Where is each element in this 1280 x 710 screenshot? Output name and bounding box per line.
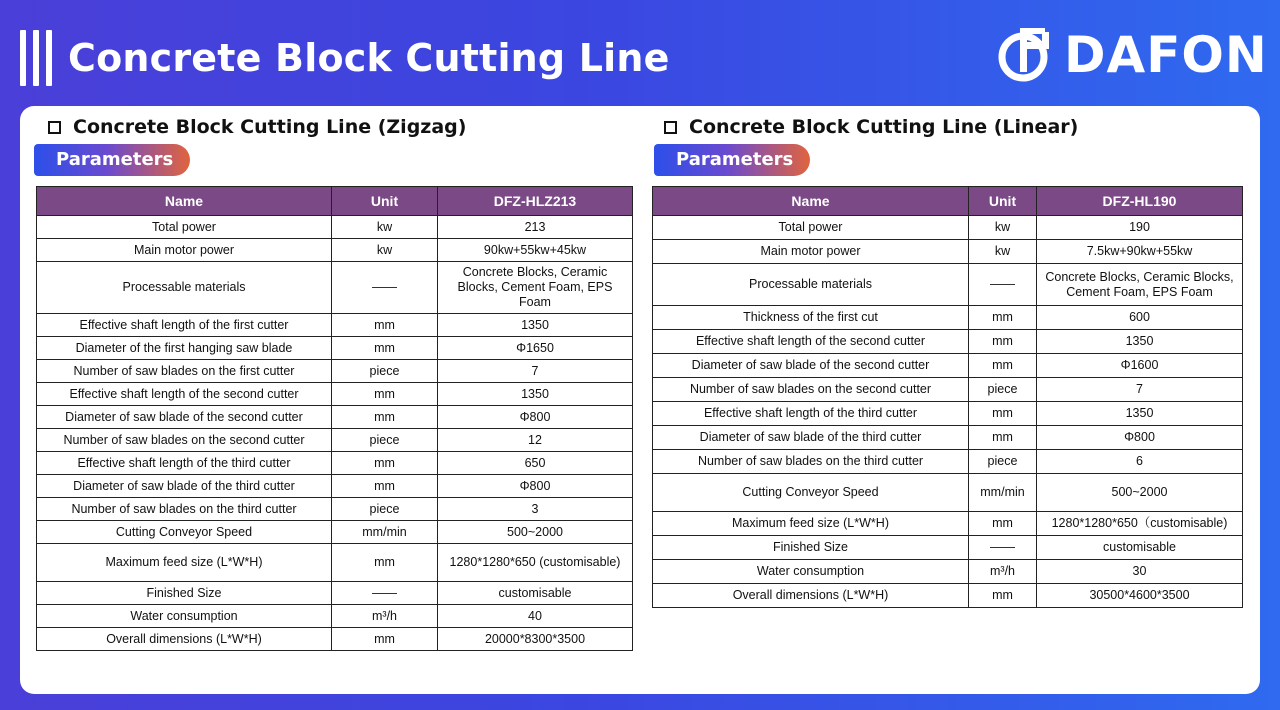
column-header-name: Name xyxy=(37,187,332,216)
cell-value: Φ800 xyxy=(438,406,633,429)
table-row xyxy=(37,360,633,383)
cell-name: Maximum feed size (L*W*H) xyxy=(37,544,332,582)
cell-name: Finished Size xyxy=(653,536,969,560)
square-bullet-icon xyxy=(664,121,677,134)
cell-unit: mm xyxy=(969,584,1037,608)
cell-unit: mm xyxy=(969,426,1037,450)
cell-value: Φ800 xyxy=(1037,426,1243,450)
cell-name: Number of saw blades on the third cutter xyxy=(653,450,969,474)
table-row xyxy=(37,216,633,239)
table-header-row xyxy=(37,187,633,216)
cell-name: Diameter of saw blade of the second cutter xyxy=(653,354,969,378)
cell-unit: —— xyxy=(332,582,438,605)
table-row xyxy=(37,239,633,262)
cell-value: 1350 xyxy=(1037,402,1243,426)
table-row xyxy=(653,306,1243,330)
cell-value: 30500*4600*3500 xyxy=(1037,584,1243,608)
section-heading-linear xyxy=(664,116,1078,138)
cell-name: Overall dimensions (L*W*H) xyxy=(37,628,332,651)
column-header-model: DFZ-HL190 xyxy=(1037,187,1243,216)
cell-name: Processable materials xyxy=(37,262,332,314)
table-row xyxy=(653,560,1243,584)
cell-value: 20000*8300*3500 xyxy=(438,628,633,651)
cell-unit: piece xyxy=(969,378,1037,402)
logo-text: DAFON xyxy=(1064,26,1268,84)
table-row xyxy=(37,475,633,498)
cell-unit: piece xyxy=(332,498,438,521)
cell-unit: m³/h xyxy=(969,560,1037,584)
cell-value: 1350 xyxy=(1037,330,1243,354)
parameters-label: Parameters xyxy=(38,144,190,176)
cell-name: Processable materials xyxy=(653,264,969,306)
cell-name: Effective shaft length of the second cutter xyxy=(37,383,332,406)
cell-unit: mm/min xyxy=(969,474,1037,512)
cell-value: 600 xyxy=(1037,306,1243,330)
column-header-model: DFZ-HLZ213 xyxy=(438,187,633,216)
table-row xyxy=(37,383,633,406)
table-row xyxy=(653,536,1243,560)
cell-value: Φ1650 xyxy=(438,337,633,360)
title-bars-icon xyxy=(20,30,52,86)
table-row xyxy=(653,474,1243,512)
table-row xyxy=(653,584,1243,608)
cell-unit: mm xyxy=(969,402,1037,426)
table-row xyxy=(37,628,633,651)
cell-value: customisable xyxy=(1037,536,1243,560)
square-bullet-icon xyxy=(48,121,61,134)
cell-unit: kw xyxy=(332,216,438,239)
cell-unit: kw xyxy=(332,239,438,262)
table-row xyxy=(653,264,1243,306)
cell-unit: kw xyxy=(969,216,1037,240)
cell-unit: —— xyxy=(969,536,1037,560)
column-header-unit: Unit xyxy=(969,187,1037,216)
cell-unit: mm xyxy=(332,406,438,429)
cell-value: 500~2000 xyxy=(1037,474,1243,512)
table-row xyxy=(37,314,633,337)
cell-name: Number of saw blades on the third cutter xyxy=(37,498,332,521)
table-row xyxy=(653,240,1243,264)
cell-unit: —— xyxy=(332,262,438,314)
parameters-table-zigzag xyxy=(36,186,633,651)
table-row xyxy=(653,216,1243,240)
cell-value: customisable xyxy=(438,582,633,605)
cell-name: Diameter of the first hanging saw blade xyxy=(37,337,332,360)
cell-unit: piece xyxy=(969,450,1037,474)
table-row xyxy=(37,521,633,544)
cell-value: 6 xyxy=(1037,450,1243,474)
cell-unit: mm xyxy=(332,314,438,337)
cell-value: Concrete Blocks, Ceramic Blocks, Cement Foam, EPS Foam xyxy=(438,262,633,314)
table-row xyxy=(653,402,1243,426)
cell-value: 500~2000 xyxy=(438,521,633,544)
table-row xyxy=(37,262,633,314)
cell-value: 40 xyxy=(438,605,633,628)
cell-unit: mm xyxy=(332,544,438,582)
cell-name: Maximum feed size (L*W*H) xyxy=(653,512,969,536)
table-row xyxy=(37,429,633,452)
table-row xyxy=(653,330,1243,354)
table-row xyxy=(653,354,1243,378)
cell-value: 7 xyxy=(438,360,633,383)
page-title: Concrete Block Cutting Line xyxy=(68,36,670,80)
cell-unit: piece xyxy=(332,360,438,383)
cell-name: Overall dimensions (L*W*H) xyxy=(653,584,969,608)
table-row xyxy=(37,498,633,521)
cell-value: 90kw+55kw+45kw xyxy=(438,239,633,262)
cell-unit: m³/h xyxy=(332,605,438,628)
cell-name: Cutting Conveyor Speed xyxy=(653,474,969,512)
table-row xyxy=(653,512,1243,536)
cell-unit: mm xyxy=(332,628,438,651)
cell-unit: mm/min xyxy=(332,521,438,544)
cell-value: Concrete Blocks, Ceramic Blocks, Cement Foam, EPS Foam xyxy=(1037,264,1243,306)
cell-name: Number of saw blades on the second cutter xyxy=(653,378,969,402)
cell-value: 3 xyxy=(438,498,633,521)
cell-unit: mm xyxy=(332,452,438,475)
parameters-table-linear xyxy=(652,186,1243,608)
cell-value: 1350 xyxy=(438,314,633,337)
cell-name: Effective shaft length of the third cutter xyxy=(653,402,969,426)
table-row xyxy=(37,605,633,628)
cell-name: Finished Size xyxy=(37,582,332,605)
table-row xyxy=(653,450,1243,474)
column-header-unit: Unit xyxy=(332,187,438,216)
cell-unit: mm xyxy=(332,383,438,406)
cell-name: Number of saw blades on the second cutter xyxy=(37,429,332,452)
cell-name: Effective shaft length of the second cutter xyxy=(653,330,969,354)
cell-unit: mm xyxy=(969,512,1037,536)
table-row xyxy=(653,426,1243,450)
cell-name: Total power xyxy=(37,216,332,239)
cell-value: 30 xyxy=(1037,560,1243,584)
cell-name: Diameter of saw blade of the second cutter xyxy=(37,406,332,429)
table-header-row xyxy=(653,187,1243,216)
cell-value: 1350 xyxy=(438,383,633,406)
cell-value: 7.5kw+90kw+55kw xyxy=(1037,240,1243,264)
cell-value: Φ1600 xyxy=(1037,354,1243,378)
cell-unit: mm xyxy=(969,306,1037,330)
cell-name: Diameter of saw blade of the third cutter xyxy=(653,426,969,450)
column-header-name: Name xyxy=(653,187,969,216)
cell-value: 190 xyxy=(1037,216,1243,240)
cell-unit: kw xyxy=(969,240,1037,264)
cell-unit: —— xyxy=(969,264,1037,306)
cell-value: 12 xyxy=(438,429,633,452)
table-row xyxy=(37,544,633,582)
dafon-logo-icon xyxy=(994,24,1056,86)
table-row xyxy=(37,452,633,475)
cell-name: Effective shaft length of the third cutter xyxy=(37,452,332,475)
table-row xyxy=(37,406,633,429)
cell-unit: mm xyxy=(969,330,1037,354)
cell-value: 7 xyxy=(1037,378,1243,402)
table-row xyxy=(653,378,1243,402)
cell-unit: piece xyxy=(332,429,438,452)
cell-unit: mm xyxy=(969,354,1037,378)
cell-name: Cutting Conveyor Speed xyxy=(37,521,332,544)
content-card xyxy=(20,106,1260,694)
section-title: Concrete Block Cutting Line (Linear) xyxy=(689,116,1079,138)
parameters-label: Parameters xyxy=(658,144,810,176)
cell-value: 1280*1280*650 (customisable) xyxy=(438,544,633,582)
cell-value: 213 xyxy=(438,216,633,239)
cell-name: Main motor power xyxy=(653,240,969,264)
cell-value: 1280*1280*650（customisable) xyxy=(1037,512,1243,536)
section-title: Concrete Block Cutting Line (Zigzag) xyxy=(73,116,467,138)
section-heading-zigzag xyxy=(48,116,466,138)
cell-name: Effective shaft length of the first cutter xyxy=(37,314,332,337)
cell-name: Water consumption xyxy=(653,560,969,584)
cell-value: Φ800 xyxy=(438,475,633,498)
cell-name: Diameter of saw blade of the third cutter xyxy=(37,475,332,498)
cell-name: Water consumption xyxy=(37,605,332,628)
cell-name: Number of saw blades on the first cutter xyxy=(37,360,332,383)
cell-value: 650 xyxy=(438,452,633,475)
table-row xyxy=(37,582,633,605)
cell-unit: mm xyxy=(332,475,438,498)
cell-unit: mm xyxy=(332,337,438,360)
cell-name: Thickness of the first cut xyxy=(653,306,969,330)
table-row xyxy=(37,337,633,360)
cell-name: Total power xyxy=(653,216,969,240)
cell-name: Main motor power xyxy=(37,239,332,262)
brand-logo xyxy=(994,24,1268,86)
